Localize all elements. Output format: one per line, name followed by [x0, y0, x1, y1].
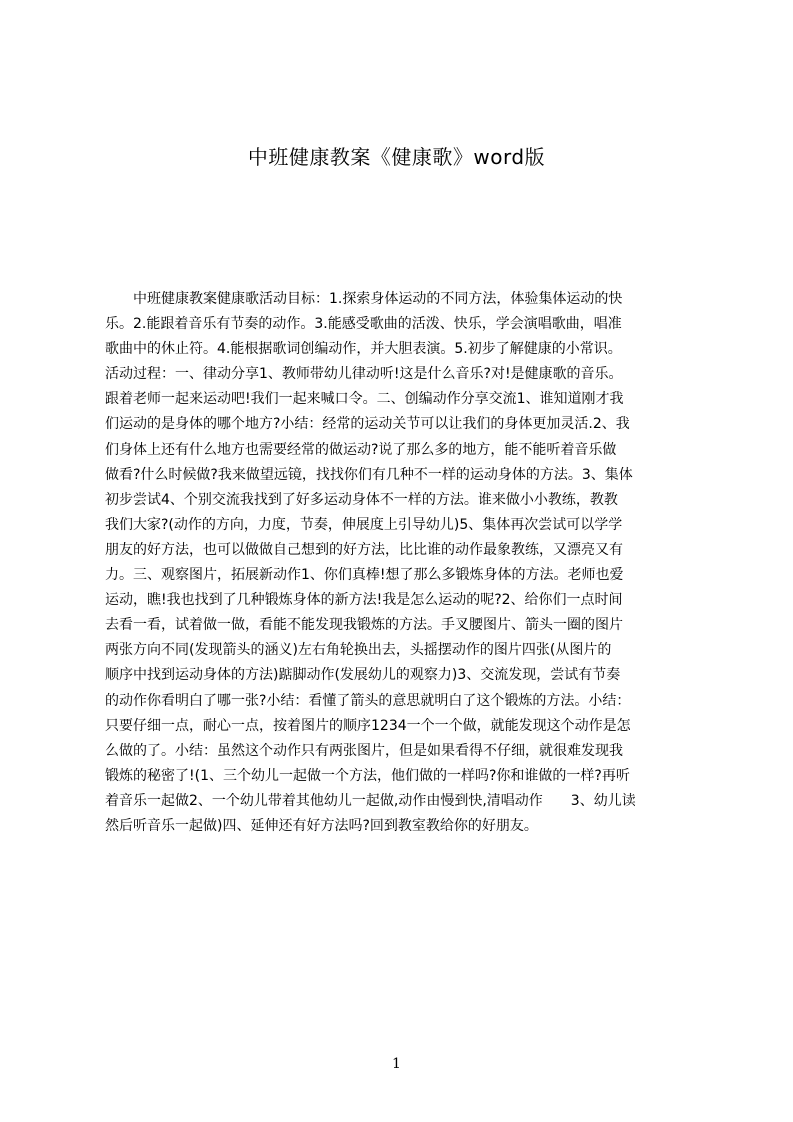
body-line: 活动过程：一、律动分享1、教师带幼儿律动听!这是什么音乐?对!是健康歌的音乐。: [105, 366, 623, 383]
body-line: 跟着老师一起来运动吧!我们一起来喊口令。二、创编动作分享交流1、谁知道刚才我: [105, 391, 624, 408]
body-line: 们运动的是身体的哪个地方?小结：经常的运动关节可以让我们的身体更加灵活.2、我: [105, 416, 630, 433]
body-line: 初步尝试4、个别交流我找到了好多运动身体不一样的方法。谁来做小小教练，教教: [105, 491, 618, 508]
body-line: 中班健康教案健康歌活动目标：1.探索身体运动的不同方法，体验集体运动的快: [105, 291, 623, 307]
document-body: [105, 287, 700, 839]
body-line: 锻炼的秘密了!(1、三个幼儿一起做一个方法，他们做的一样吗?你和谁做的一样?再听: [105, 767, 630, 784]
body-line: 去看一看，试着做一做，看能不能发现我锻炼的方法。手叉腰图片、箭头一圈的图片: [105, 617, 623, 634]
body-line: 的动作你看明白了哪一张?小结：看懂了箭头的意思就明白了这个锻炼的方法。小结：: [105, 692, 631, 709]
page-number: 1: [392, 1056, 401, 1072]
body-line: 两张方向不同(发现箭头的涵义)左右角轮换出去，头摇摆动作的图片四张(从图片的: [105, 642, 612, 659]
document-title: 中班健康教案《健康歌》word版: [247, 145, 546, 169]
body-line: 力。三、观察图片，拓展新动作1、你们真棒!想了那么多锻炼身体的方法。老师也爱: [105, 567, 624, 584]
body-line: 顺序中找到运动身体的方法)踮脚动作(发展幼儿的观察力)3、交流发现，尝试有节奏: [105, 667, 621, 684]
body-line: 歌曲中的休止符。4.能根据歌词创编动作，并大胆表演。5.初步了解健康的小常识。: [105, 341, 622, 358]
body-line: 我们大家?(动作的方向，力度，节奏，伸展度上引导幼儿)5、集体再次尝试可以学学: [105, 516, 623, 533]
body-line: 乐。2.能跟着音乐有节奏的动作。3.能感受歌曲的活泼、快乐，学会演唱歌曲，唱准: [105, 316, 622, 333]
body-line: 着音乐一起做2、一个幼儿带着其他幼儿一起做,动作由慢到快,清唱动作 3、幼儿读: [105, 792, 636, 809]
body-line: 做看?什么时候做?我来做望远镜，找找你们有几种不一样的运动身体的方法。3、集体: [105, 466, 633, 483]
body-line: 么做的了。小结：虽然这个动作只有两张图片，但是如果看得不仔细，就很难发现我: [105, 742, 623, 759]
body-line: 只要仔细一点，耐心一点，按着图片的顺序1234一个一个做，就能发现这个动作是怎: [105, 717, 631, 734]
body-line: 们身体上还有什么地方也需要经常的做运动?说了那么多的地方，能不能听着音乐做: [105, 441, 617, 458]
body-line: 朋友的好方法，也可以做做自己想到的好方法，比比谁的动作最象教练，又漂亮又有: [105, 541, 623, 558]
body-line: 然后听音乐一起做)四、延伸还有好方法吗?回到教室教给你的好朋友。: [105, 817, 538, 834]
body-line: 运动，瞧!我也找到了几种锻炼身体的新方法!我是怎么运动的呢?2、给你们一点时间: [105, 592, 623, 609]
